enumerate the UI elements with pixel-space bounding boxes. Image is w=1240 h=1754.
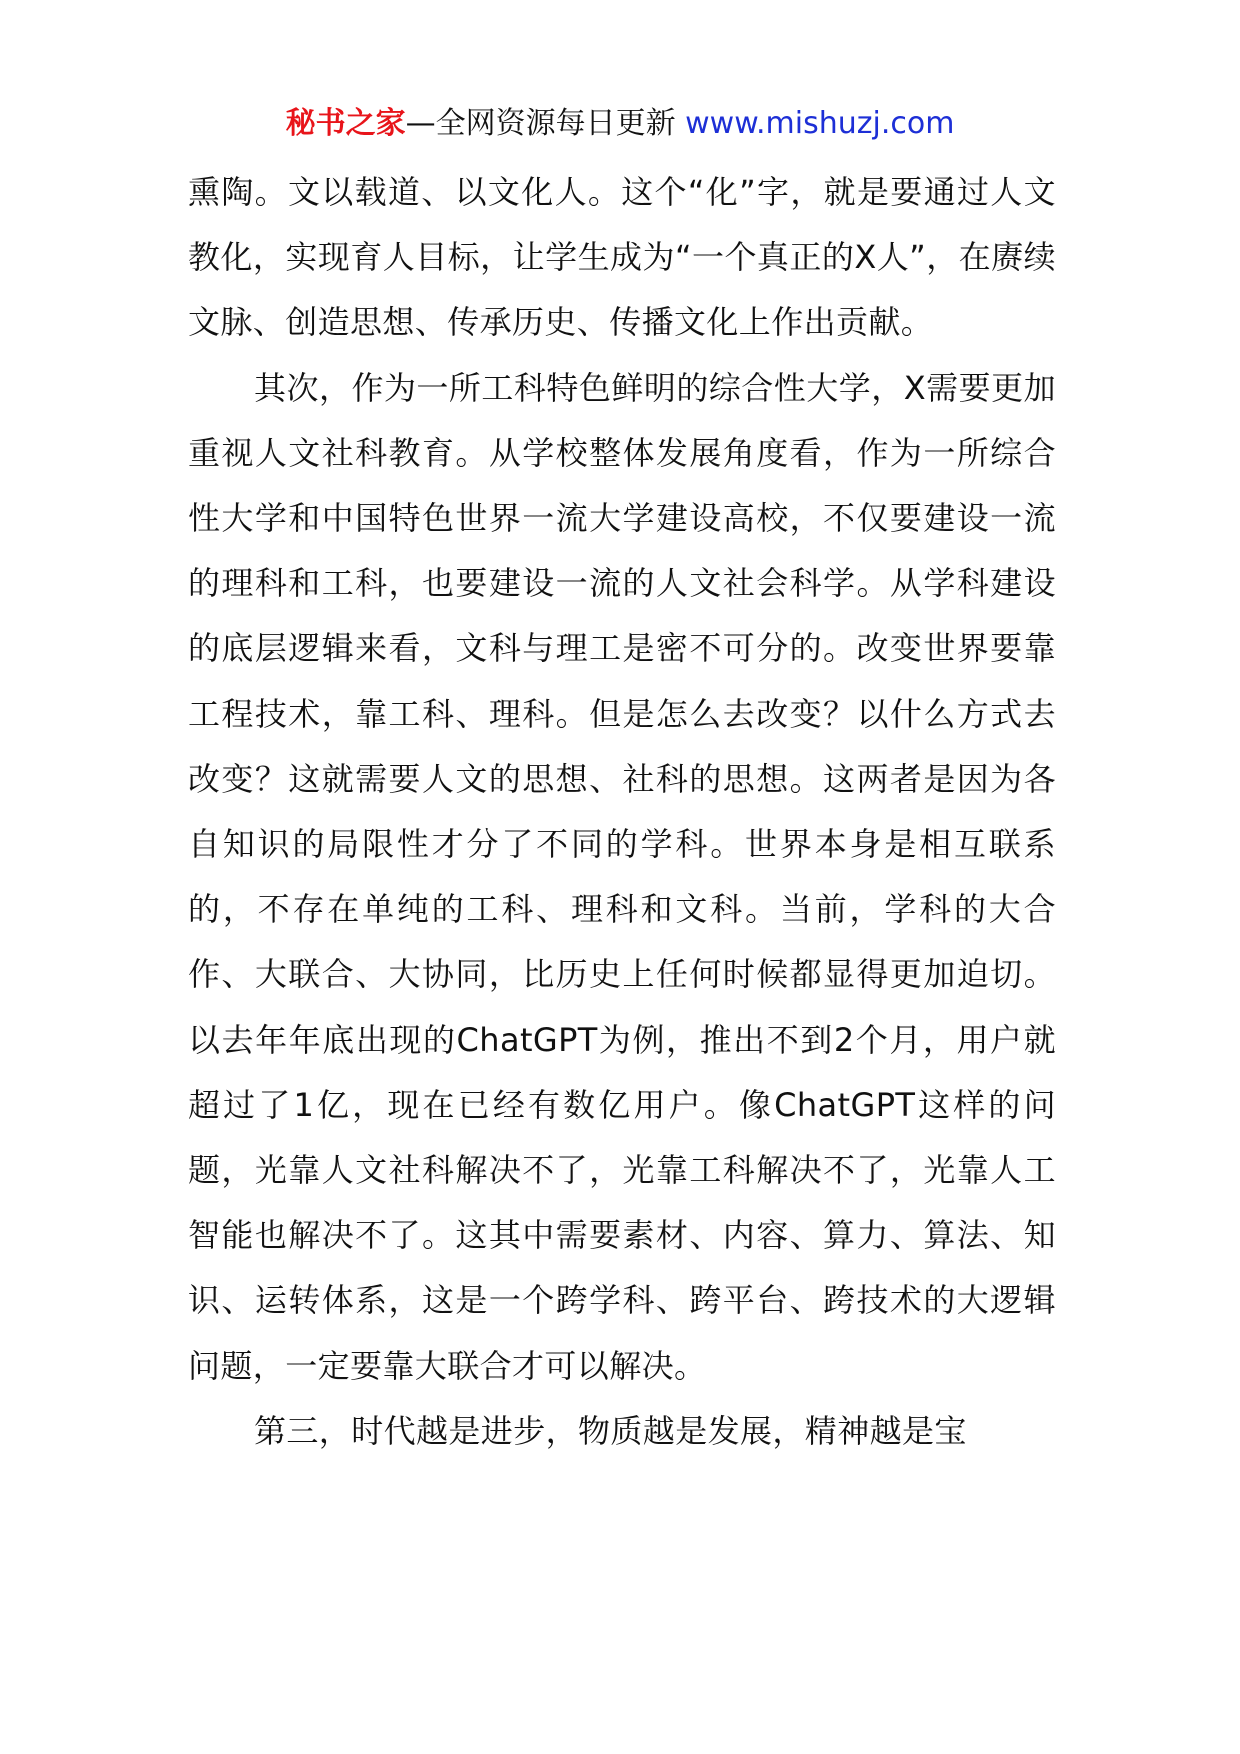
site-brand: 秘书之家 <box>285 106 406 141</box>
site-url[interactable]: www.mishuzj.com <box>685 106 955 141</box>
paragraph-continued: 熏陶。文以载道、以文化人。这个“化”字，就是要通过人文教化，实现育人目标，让学生成为“一个真正的X人”，在赓续文脉、创造思想、传承历史、传播文化上作出贡献。 <box>188 173 1056 342</box>
site-slogan: —全网资源每日更新 <box>405 106 686 141</box>
document-body <box>188 160 1056 1464</box>
site-watermark-header <box>0 104 1240 144</box>
paragraph-third-point: 第三，时代越是进步，物质越是发展，精神越是宝 <box>254 1411 967 1450</box>
paragraph-second-point: 其次，作为一所工科特色鲜明的综合性大学，X需要更加重视人文社科教育。从学校整体发展角度看，作为一所综合性大学和中国特色世界一流大学建设高校，不仅要建设一流的理科和工科，也要建设一流的人文社会科学。从学科建设的底层逻辑来看，文科与理工是密不可分的。改变世界要靠工程技术，靠工科、理科。但是怎么去改变？以什么方式去改变？这就需要人文的思想、社科的思想。这两者是因为各自知识的局限性才分了不同的学科。世界本身是相互联系的，不存在单纯的工科、理科和文科。当前，学科的大合作、大联合、大协同，比历史上任何时候都显得更加迫切。以去年年底出现的ChatGPT为例，推出不到2个月，用户就超过了1亿，现在已经有数亿用户。像ChatGPT这样的问题，光靠人文社科解决不了，光靠工科解决不了，光靠人工智能也解决不了。这其中需要素材、内容、算力、算法、知识、运转体系，这是一个跨学科、跨平台、跨技术的大逻辑问题，一定要靠大联合才可以解决。 <box>188 368 1056 1385</box>
